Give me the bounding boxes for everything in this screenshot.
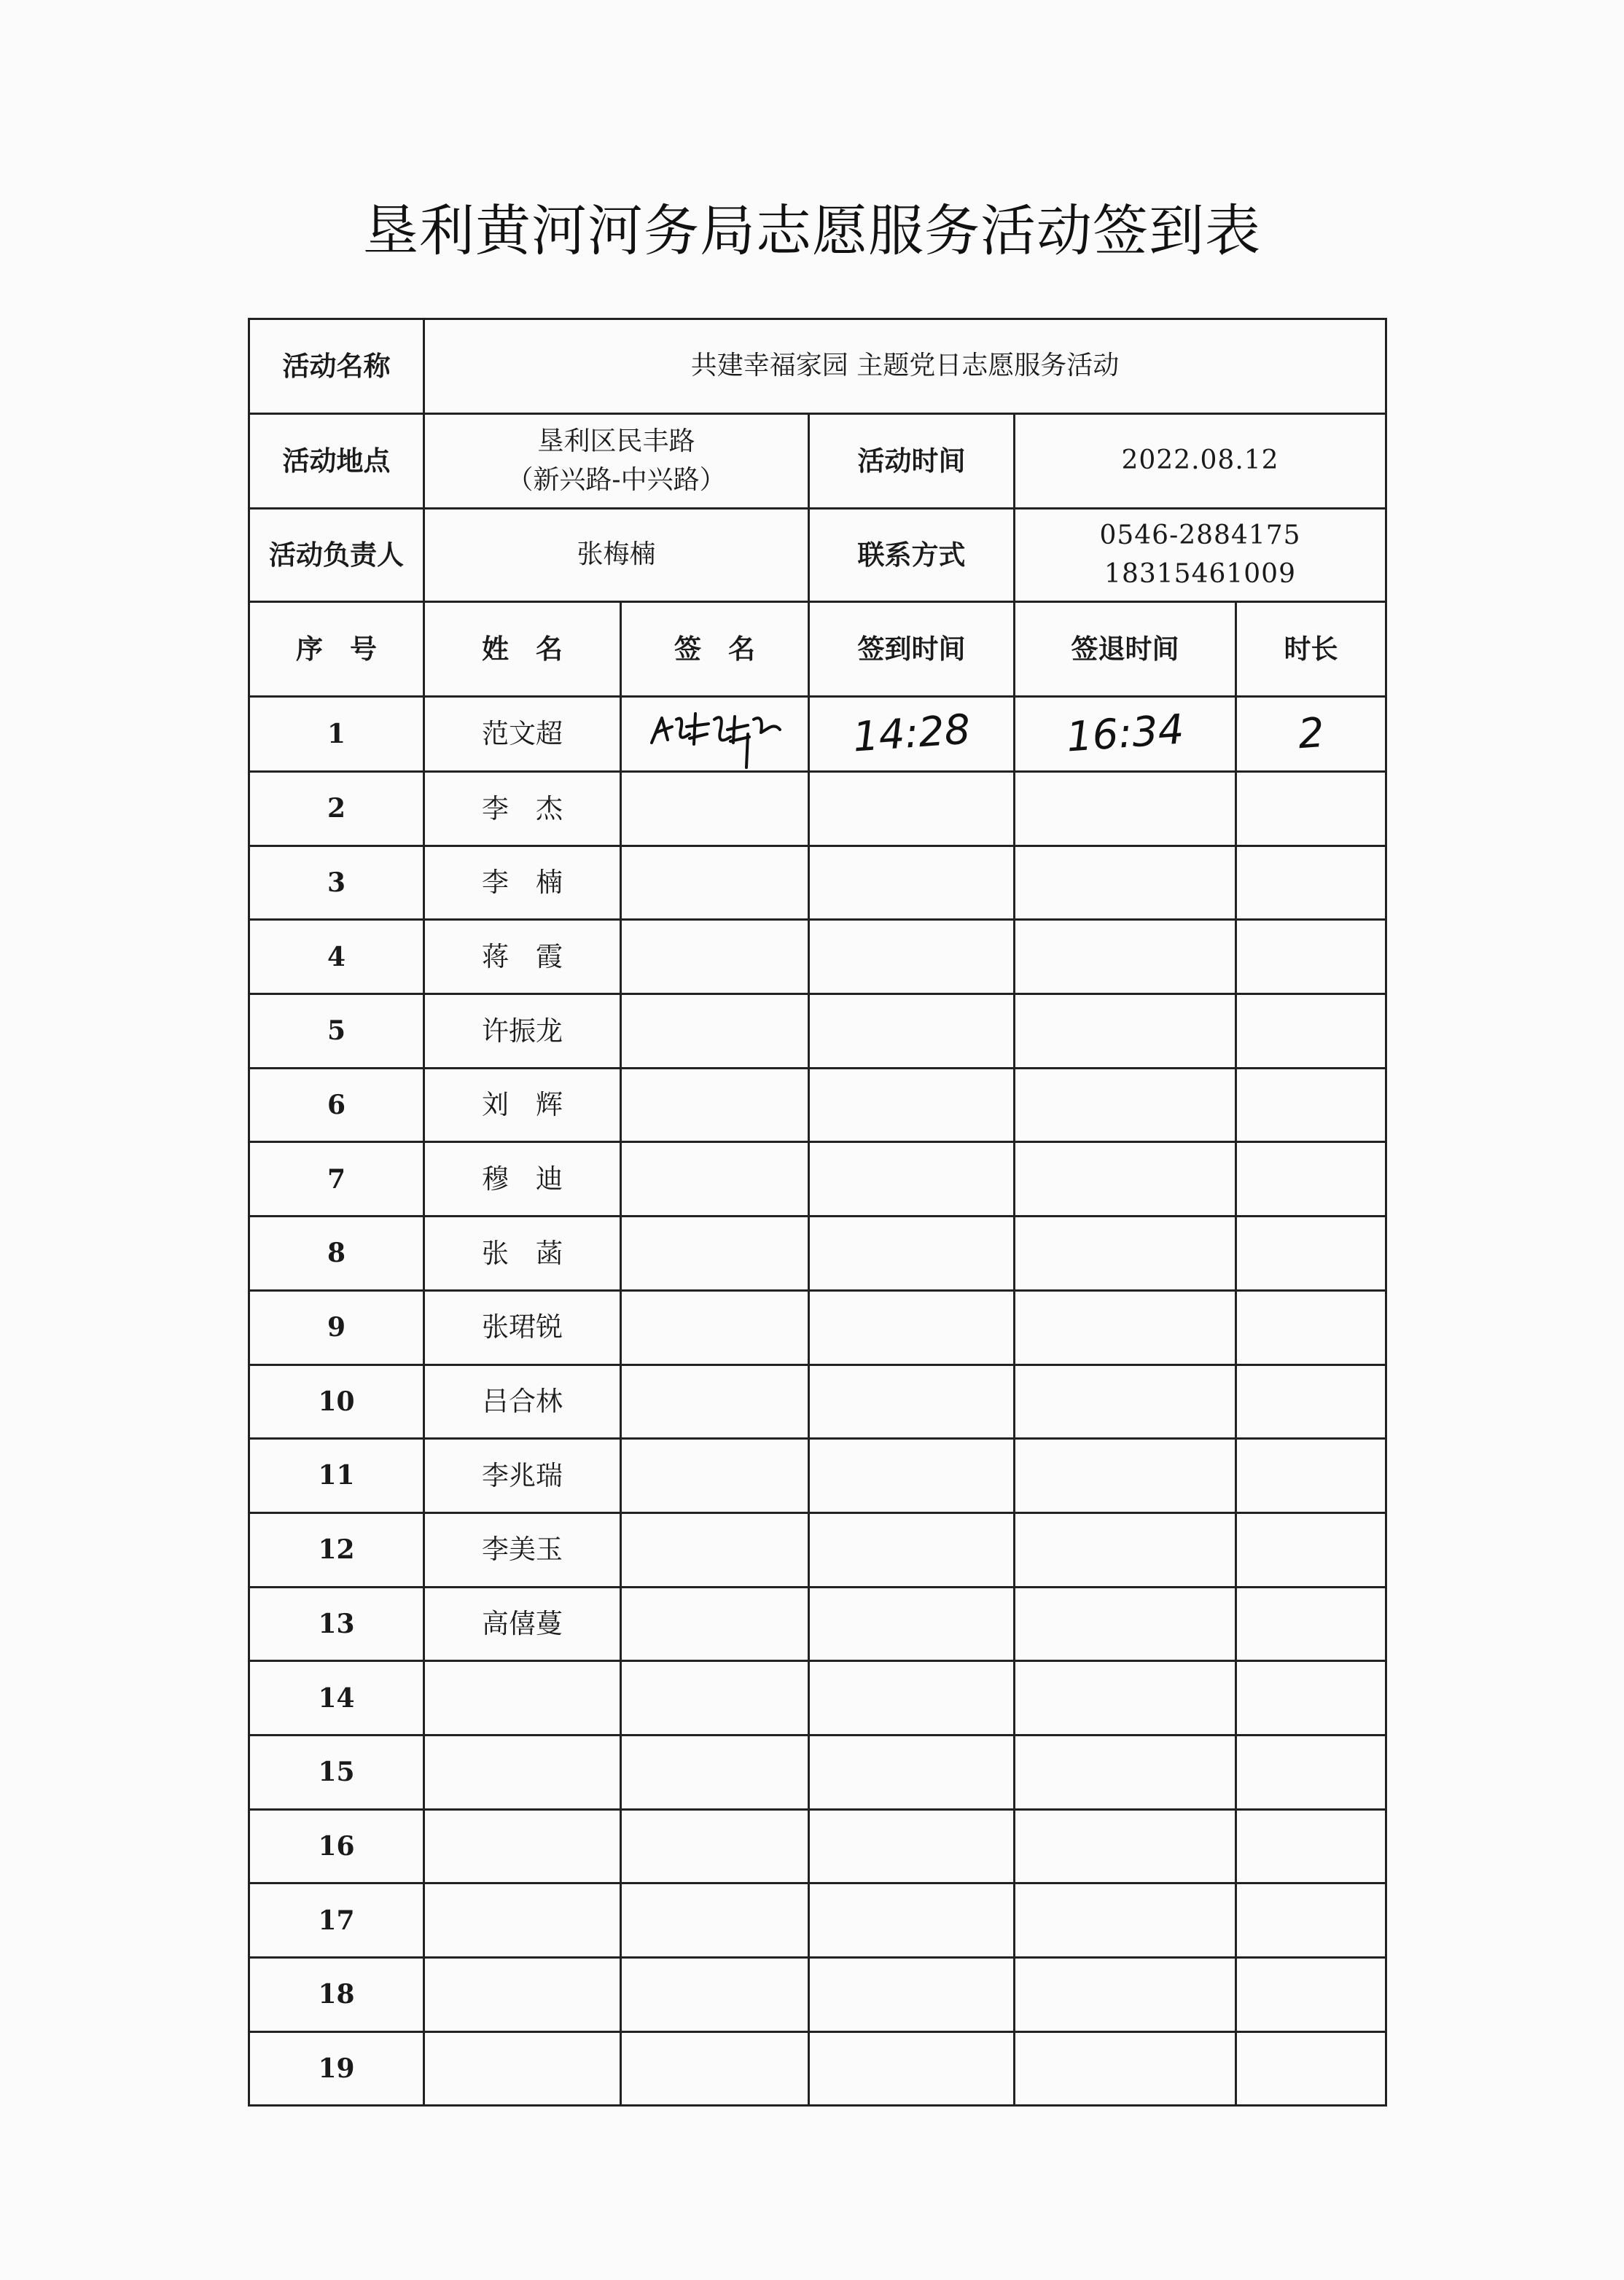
row-signature[interactable]: [621, 846, 809, 920]
row-signout-time[interactable]: [1015, 1587, 1236, 1661]
table-row: [249, 1290, 1386, 1365]
table-row: [249, 1958, 1386, 2032]
row-name: [424, 1809, 621, 1883]
row-signout-time[interactable]: [1015, 1883, 1236, 1958]
table-row: [249, 920, 1386, 994]
row-signout-time[interactable]: [1015, 697, 1236, 772]
row-name: 刘 辉: [424, 1068, 621, 1142]
handwritten-duration: 2: [1296, 709, 1326, 759]
row-duration[interactable]: [1236, 1512, 1386, 1587]
row-signin-time[interactable]: [809, 1735, 1015, 1809]
row-name: 范文超: [424, 697, 621, 772]
row-signin-time[interactable]: [809, 1958, 1015, 2032]
row-signin-time[interactable]: [809, 1661, 1015, 1736]
header-signout-time: 签退时间: [1015, 602, 1236, 697]
row-number: 6: [249, 1068, 424, 1142]
row-signin-time[interactable]: [809, 1217, 1015, 1291]
table-row: [249, 1883, 1386, 1958]
row-signin-time[interactable]: [809, 1587, 1015, 1661]
row-name: 张 菡: [424, 1217, 621, 1291]
row-signin-time[interactable]: [809, 1512, 1015, 1587]
row-duration[interactable]: [1236, 1809, 1386, 1883]
row-duration[interactable]: [1236, 1883, 1386, 1958]
handwritten-signin-time: 14:28: [851, 706, 972, 762]
header-signin-time: 签到时间: [809, 602, 1015, 697]
row-signin-time[interactable]: [809, 697, 1015, 772]
contact-phone1: 0546-2884175: [1099, 520, 1301, 551]
handwritten-signout-time: 16:34: [1064, 706, 1186, 762]
row-number: 3: [249, 846, 424, 920]
table-header-row: [249, 602, 1386, 697]
row-signature[interactable]: [621, 1142, 809, 1217]
row-number: 13: [249, 1587, 424, 1661]
table-row: [249, 1068, 1386, 1142]
row-number: 9: [249, 1290, 424, 1365]
row-signout-time[interactable]: [1015, 920, 1236, 994]
sign-in-table: [248, 318, 1387, 2107]
time-label: 活动时间: [809, 414, 1015, 509]
row-number: 15: [249, 1735, 424, 1809]
row-number: 14: [249, 1661, 424, 1736]
row-duration[interactable]: [1236, 772, 1386, 846]
header-signature: 签 名: [621, 602, 809, 697]
table-row: [249, 1661, 1386, 1736]
leader-label: 活动负责人: [249, 509, 424, 602]
row-signin-time[interactable]: [809, 1142, 1015, 1217]
row-name: [424, 1958, 621, 2032]
row-duration[interactable]: [1236, 2031, 1386, 2106]
row-number: 4: [249, 920, 424, 994]
row-name: [424, 1661, 621, 1736]
row-number: 2: [249, 772, 424, 846]
row-duration[interactable]: [1236, 697, 1386, 772]
row-number: 19: [249, 2031, 424, 2106]
table-row: [249, 994, 1386, 1069]
table-row: [249, 1142, 1386, 1217]
row-signout-time[interactable]: [1015, 772, 1236, 846]
row-name: 吕合林: [424, 1365, 621, 1439]
row-signature[interactable]: [621, 920, 809, 994]
row-name: [424, 1883, 621, 1958]
row-duration[interactable]: [1236, 1587, 1386, 1661]
row-duration[interactable]: [1236, 1217, 1386, 1291]
table-row: [249, 772, 1386, 846]
row-signature[interactable]: [621, 1883, 809, 1958]
row-number: 7: [249, 1142, 424, 1217]
sign-in-sheet: [248, 318, 1385, 2107]
row-signin-time[interactable]: [809, 1365, 1015, 1439]
row-duration[interactable]: [1236, 1735, 1386, 1809]
row-name: 李 楠: [424, 846, 621, 920]
row-duration[interactable]: [1236, 1958, 1386, 2032]
row-number: 18: [249, 1958, 424, 2032]
activity-name-label: 活动名称: [249, 319, 424, 414]
contact-phone2: 18315461009: [1104, 558, 1296, 589]
row-signature[interactable]: [621, 1068, 809, 1142]
contact-label: 联系方式: [809, 509, 1015, 602]
location-line2: （新兴路-中兴路）: [507, 464, 726, 495]
row-number: 17: [249, 1883, 424, 1958]
header-name: 姓 名: [424, 602, 621, 697]
row-name: 蒋 霞: [424, 920, 621, 994]
location-line1: 垦利区民丰路: [537, 426, 695, 457]
row-signout-time[interactable]: [1015, 1735, 1236, 1809]
row-number: 16: [249, 1809, 424, 1883]
row-signin-time[interactable]: [809, 994, 1015, 1069]
header-duration: 时长: [1236, 602, 1386, 697]
row-number: 5: [249, 994, 424, 1069]
row-signin-time[interactable]: [809, 2031, 1015, 2106]
row-name: 李兆瑞: [424, 1439, 621, 1513]
row-name: [424, 2031, 621, 2106]
row-duration[interactable]: [1236, 1661, 1386, 1736]
row-signout-time[interactable]: [1015, 1217, 1236, 1291]
leader-value: 张梅楠: [424, 509, 809, 602]
row-signature[interactable]: [621, 1735, 809, 1809]
row-signout-time[interactable]: [1015, 1290, 1236, 1365]
row-name: 高僖蔓: [424, 1587, 621, 1661]
table-row: [249, 697, 1386, 772]
table-row: [249, 1587, 1386, 1661]
row-signature[interactable]: [621, 994, 809, 1069]
table-row: [249, 846, 1386, 920]
location-label: 活动地点: [249, 414, 424, 509]
table-row: [249, 1439, 1386, 1513]
row-name: 穆 迪: [424, 1142, 621, 1217]
table-row: [249, 2031, 1386, 2106]
row-signin-time[interactable]: [809, 1290, 1015, 1365]
row-signin-time[interactable]: [809, 772, 1015, 846]
location-value: [424, 414, 809, 509]
row-number: 11: [249, 1439, 424, 1513]
row-number: 8: [249, 1217, 424, 1291]
row-signature[interactable]: [621, 1587, 809, 1661]
row-duration[interactable]: [1236, 1290, 1386, 1365]
time-value: 2022.08.12: [1015, 414, 1386, 509]
row-signature[interactable]: [621, 1809, 809, 1883]
handwritten-signature: [639, 698, 792, 770]
row-duration[interactable]: [1236, 994, 1386, 1069]
row-signout-time[interactable]: [1015, 2031, 1236, 2106]
row-signout-time[interactable]: [1015, 1439, 1236, 1513]
table-row: [249, 1735, 1386, 1809]
activity-name-value: 共建幸福家园 主题党日志愿服务活动: [424, 319, 1386, 414]
row-number: 10: [249, 1365, 424, 1439]
row-signout-time[interactable]: [1015, 1142, 1236, 1217]
row-signin-time[interactable]: [809, 1439, 1015, 1513]
row-signature[interactable]: [621, 1661, 809, 1736]
row-signin-time[interactable]: [809, 1068, 1015, 1142]
row-name: [424, 1735, 621, 1809]
table-body: [249, 697, 1386, 2106]
row-signin-time[interactable]: [809, 920, 1015, 994]
row-signature[interactable]: [621, 772, 809, 846]
header-no: 序 号: [249, 602, 424, 697]
row-signout-time[interactable]: [1015, 1809, 1236, 1883]
row-name: 李 杰: [424, 772, 621, 846]
row-signature[interactable]: [621, 1439, 809, 1513]
row-signature[interactable]: [621, 1290, 809, 1365]
row-duration[interactable]: [1236, 920, 1386, 994]
row-signature[interactable]: [621, 1217, 809, 1291]
row-signout-time[interactable]: [1015, 1365, 1236, 1439]
row-signout-time[interactable]: [1015, 1068, 1236, 1142]
row-name: 许振龙: [424, 994, 621, 1069]
table-row: [249, 1809, 1386, 1883]
row-name: 李美玉: [424, 1512, 621, 1587]
table-row: [249, 1512, 1386, 1587]
row-duration[interactable]: [1236, 1365, 1386, 1439]
page-title: 垦利黄河河务局志愿服务活动签到表: [363, 198, 1261, 263]
row-signout-time[interactable]: [1015, 1958, 1236, 2032]
row-signature[interactable]: [621, 1365, 809, 1439]
activity-name-row: [249, 319, 1386, 414]
row-signin-time[interactable]: [809, 1809, 1015, 1883]
row-signin-time[interactable]: [809, 846, 1015, 920]
row-duration[interactable]: [1236, 1142, 1386, 1217]
row-name: 张珺锐: [424, 1290, 621, 1365]
location-row: [249, 414, 1386, 509]
leader-row: [249, 509, 1386, 602]
table-row: [249, 1217, 1386, 1291]
row-signout-time[interactable]: [1015, 1512, 1236, 1587]
row-signature[interactable]: [621, 1512, 809, 1587]
row-signout-time[interactable]: [1015, 1661, 1236, 1736]
row-signature[interactable]: [621, 1958, 809, 2032]
row-signature[interactable]: [621, 697, 809, 772]
contact-value: [1015, 509, 1386, 602]
table-row: [249, 1365, 1386, 1439]
row-duration[interactable]: [1236, 1068, 1386, 1142]
row-signout-time[interactable]: [1015, 994, 1236, 1069]
row-duration[interactable]: [1236, 1439, 1386, 1513]
row-signin-time[interactable]: [809, 1883, 1015, 1958]
row-number: 1: [249, 697, 424, 772]
row-number: 12: [249, 1512, 424, 1587]
row-duration[interactable]: [1236, 846, 1386, 920]
row-signature[interactable]: [621, 2031, 809, 2106]
row-signout-time[interactable]: [1015, 846, 1236, 920]
